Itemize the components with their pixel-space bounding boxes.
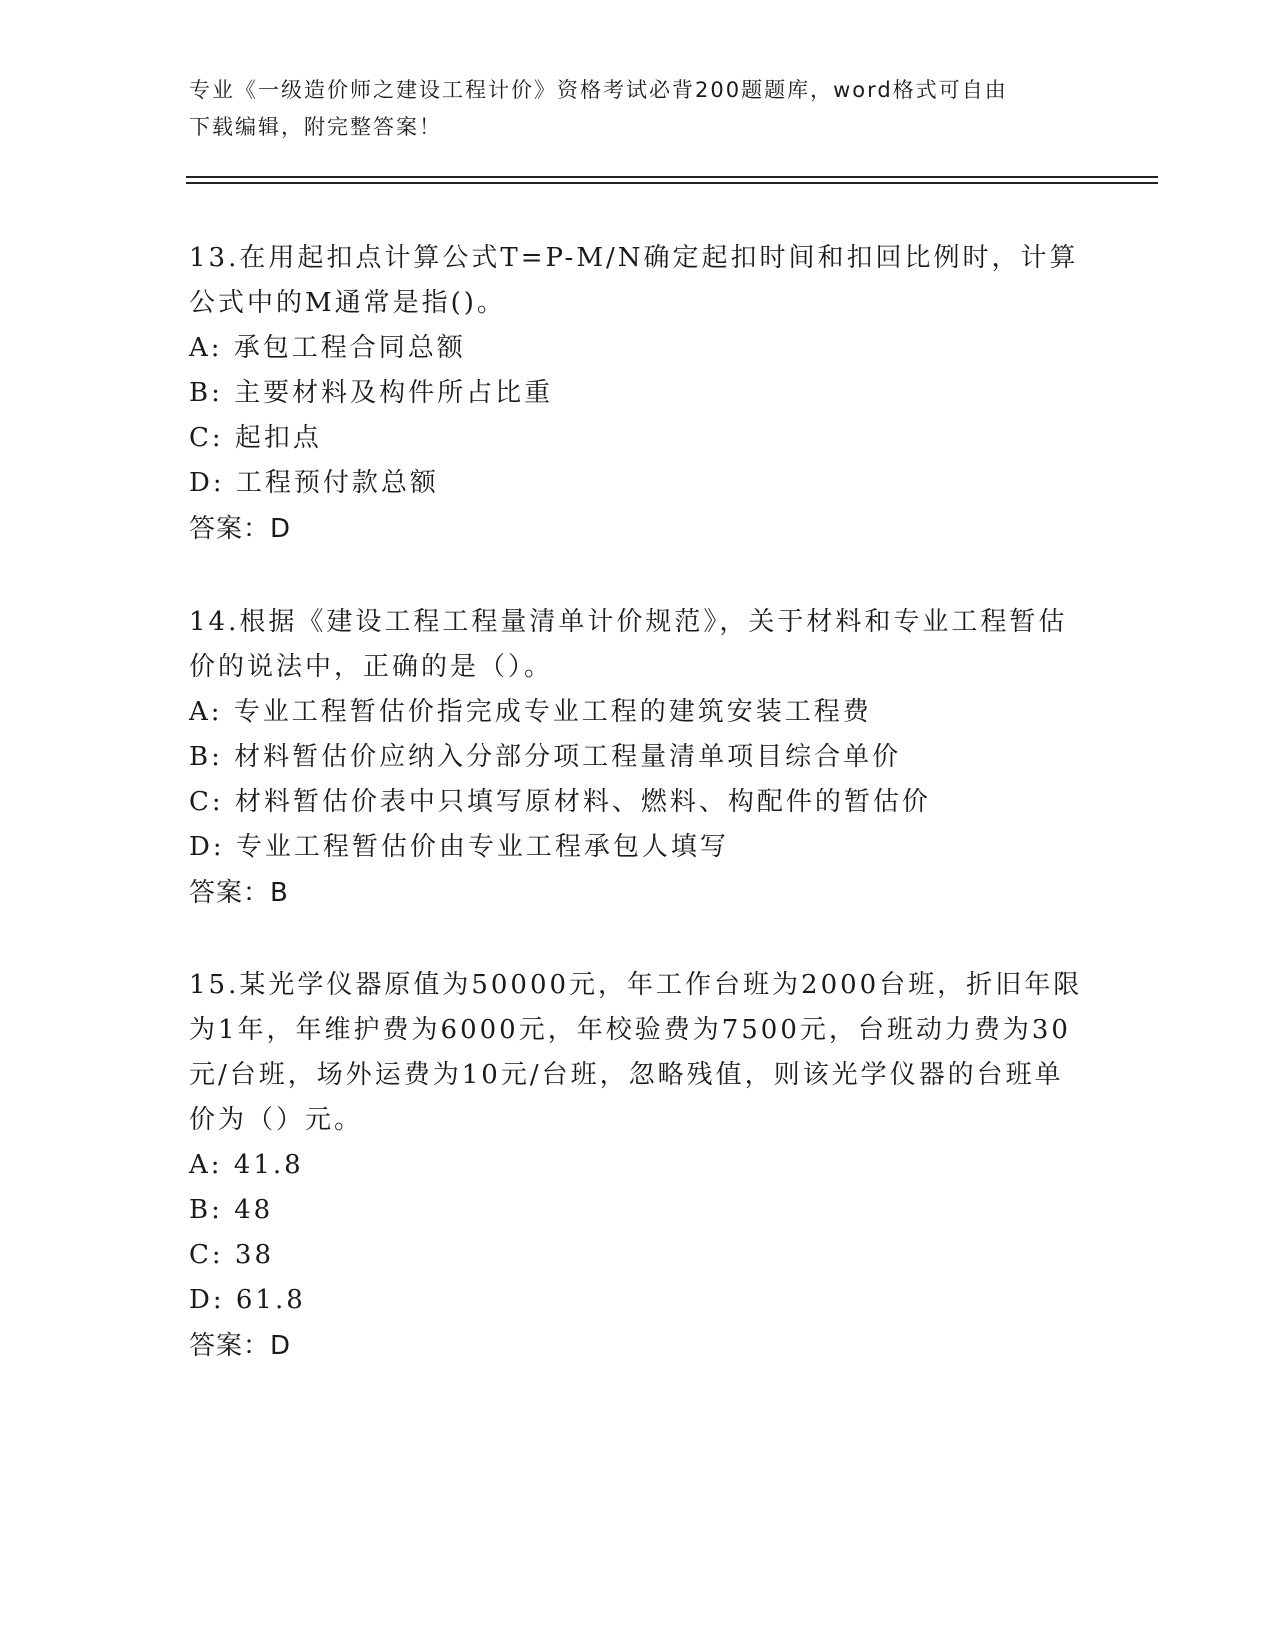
question-14: [189, 600, 1089, 916]
option-a: A: 承包工程合同总额: [189, 333, 466, 363]
question-stem: 15.某光学仪器原值为50000元，年工作台班为2000台班，折旧年限为1年，年维护费为6000元，年校验费为7500元，台班动力费为30元/台班，场外运费为10元/台班，忽略残值，则该光学仪器的台班单价为（）元。: [189, 970, 1083, 1135]
option-c: C: 38: [189, 1240, 275, 1270]
header-divider-bottom: [186, 182, 1158, 184]
option-d: D: 61.8: [189, 1285, 306, 1315]
option-b: B: 主要材料及构件所占比重: [189, 378, 554, 408]
question-13: [189, 236, 1089, 552]
header-divider-top: [186, 176, 1158, 178]
option-c: C: 起扣点: [189, 423, 322, 453]
question-15: [189, 963, 1089, 1369]
header-line-1: 专业《一级造价师之建设工程计价》资格考试必背200题题库，word格式可自由: [189, 78, 1008, 102]
option-d: D: 工程预付款总额: [189, 468, 439, 498]
option-a: A: 41.8: [189, 1150, 304, 1180]
option-b: B: 48: [189, 1195, 274, 1225]
answer: 答案：D: [189, 514, 292, 544]
question-stem: 13.在用起扣点计算公式T=P-M/N确定起扣时间和扣回比例时，计算公式中的M通常是指()。: [189, 243, 1079, 318]
answer: 答案：B: [189, 878, 289, 908]
question-stem: 14.根据《建设工程工程量清单计价规范》，关于材料和专业工程暂估价的说法中，正确的是（）。: [189, 607, 1068, 682]
answer: 答案：D: [189, 1331, 292, 1361]
option-d: D: 专业工程暂估价由专业工程承包人填写: [189, 832, 729, 862]
option-c: C: 材料暂估价表中只填写原材料、燃料、构配件的暂估价: [189, 787, 931, 817]
document-header: [189, 72, 1069, 146]
option-a: A: 专业工程暂估价指完成专业工程的建筑安装工程费: [189, 697, 872, 727]
header-line-2: 下载编辑，附完整答案！: [189, 115, 442, 139]
option-b: B: 材料暂估价应纳入分部分项工程量清单项目综合单价: [189, 742, 902, 772]
